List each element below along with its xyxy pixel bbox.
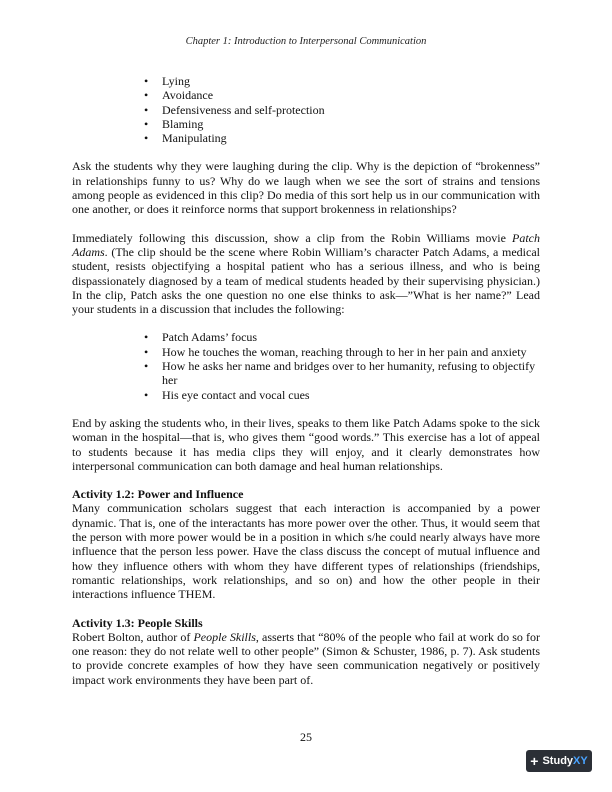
paragraph-power: Many communication scholars suggest that each interaction is accompanied by a power dynamic. That is, one of the interactants has more power over the other. Thus, it would seem that the person with more power would be in a position in which s/he could nearly always have more influence that the person less power. Have the class discuss the concept of mutual influence and how they influence others with whom they have different types of relationships (friendships, romantic relationships, work relationships, and so on) and how the other people in their interactions influence THEM. <box>72 501 540 602</box>
bullet-marker: • <box>144 88 149 103</box>
list-item: • How he asks her name and bridges over to her humanity, refusing to objectify her <box>144 359 536 388</box>
chapter-header: Chapter 1: Introduction to Interpersonal Communication <box>185 36 427 47</box>
list-item: • His eye contact and vocal cues <box>144 387 310 402</box>
bullet-marker: • <box>144 330 149 345</box>
bullet-marker: • <box>144 74 149 88</box>
paragraph-people-skills: Robert Bolton, author of People Skills, asserts that “80% of the people who fail at work do so for one reason: they do not relate well to other people” (Simon & Schuster, 1986, p. 7). Ask students to provide concrete examples of how they have seen communication negatively or positively impact work environments they have been part of. <box>72 629 540 687</box>
movie-title: Patch Adams <box>72 230 540 259</box>
activity-heading-power: Activity 1.2: Power and Influence <box>72 487 244 502</box>
bullet-marker: • <box>144 387 149 402</box>
paragraph-laughing: Ask the students why they were laughing during the clip. Why is the depiction of “brokenness” in relationships funny to us? Why do we laugh when we see the sort of strains and tensions among people as evidenced in this clip? Do media of this sort help us in our communication with one another, or does it reinforce norms that support brokenness in relationships? <box>72 159 540 217</box>
list-item: • Patch Adams’ focus <box>144 330 258 345</box>
bullet-marker: • <box>144 359 149 374</box>
studyxy-badge[interactable] <box>526 750 592 772</box>
list-item: • Defensiveness and self-protection <box>144 102 325 117</box>
paragraph-good-words: End by asking the students who, in their lives, speaks to them like Patch Adams spoke to the sick woman in the hospital—that is, who gives them “good words.” This exercise has a lot of appeal to students because it has media clips they will enjoy, and it clearly demonstrates how interpersonal communication can both damage and heal human relationships. <box>72 415 540 473</box>
bullet-list-discussion <box>72 330 540 401</box>
list-item: • Lying <box>144 74 191 88</box>
bullet-marker: • <box>144 102 149 117</box>
list-item: • Avoidance <box>144 88 214 103</box>
brand-label: StudyXY <box>542 755 588 767</box>
paragraph-patch-adams: Immediately following this discussion, show a clip from the Robin Williams movie Patch Adams. (The clip should be the scene where Robin William’s character Patch Adams, a medical student, resists objectifying a hospital patient who has a serious illness, and who is being dispassionately diagnosed by a team of medical students headed by their supervising physician.) In the clip, Patch asks the one question no one else thinks to ask—”What is her name?” Lead your students in a discussion that includes the following: <box>72 230 540 317</box>
plus-icon: + <box>530 753 539 769</box>
bullet-marker: • <box>144 131 149 146</box>
bullet-marker: • <box>144 344 149 359</box>
activity-heading-people-skills: Activity 1.3: People Skills <box>72 615 203 630</box>
list-item: • How he touches the woman, reaching through to her in her pain and anxiety <box>144 344 527 359</box>
list-item: • Manipulating <box>144 131 227 146</box>
book-title: People Skills <box>193 629 256 644</box>
bullet-marker: • <box>144 116 149 131</box>
bullet-list-behaviors <box>72 74 540 145</box>
list-item: • Blaming <box>144 116 204 131</box>
page-number: 25 <box>300 730 312 744</box>
page-content <box>72 74 540 687</box>
